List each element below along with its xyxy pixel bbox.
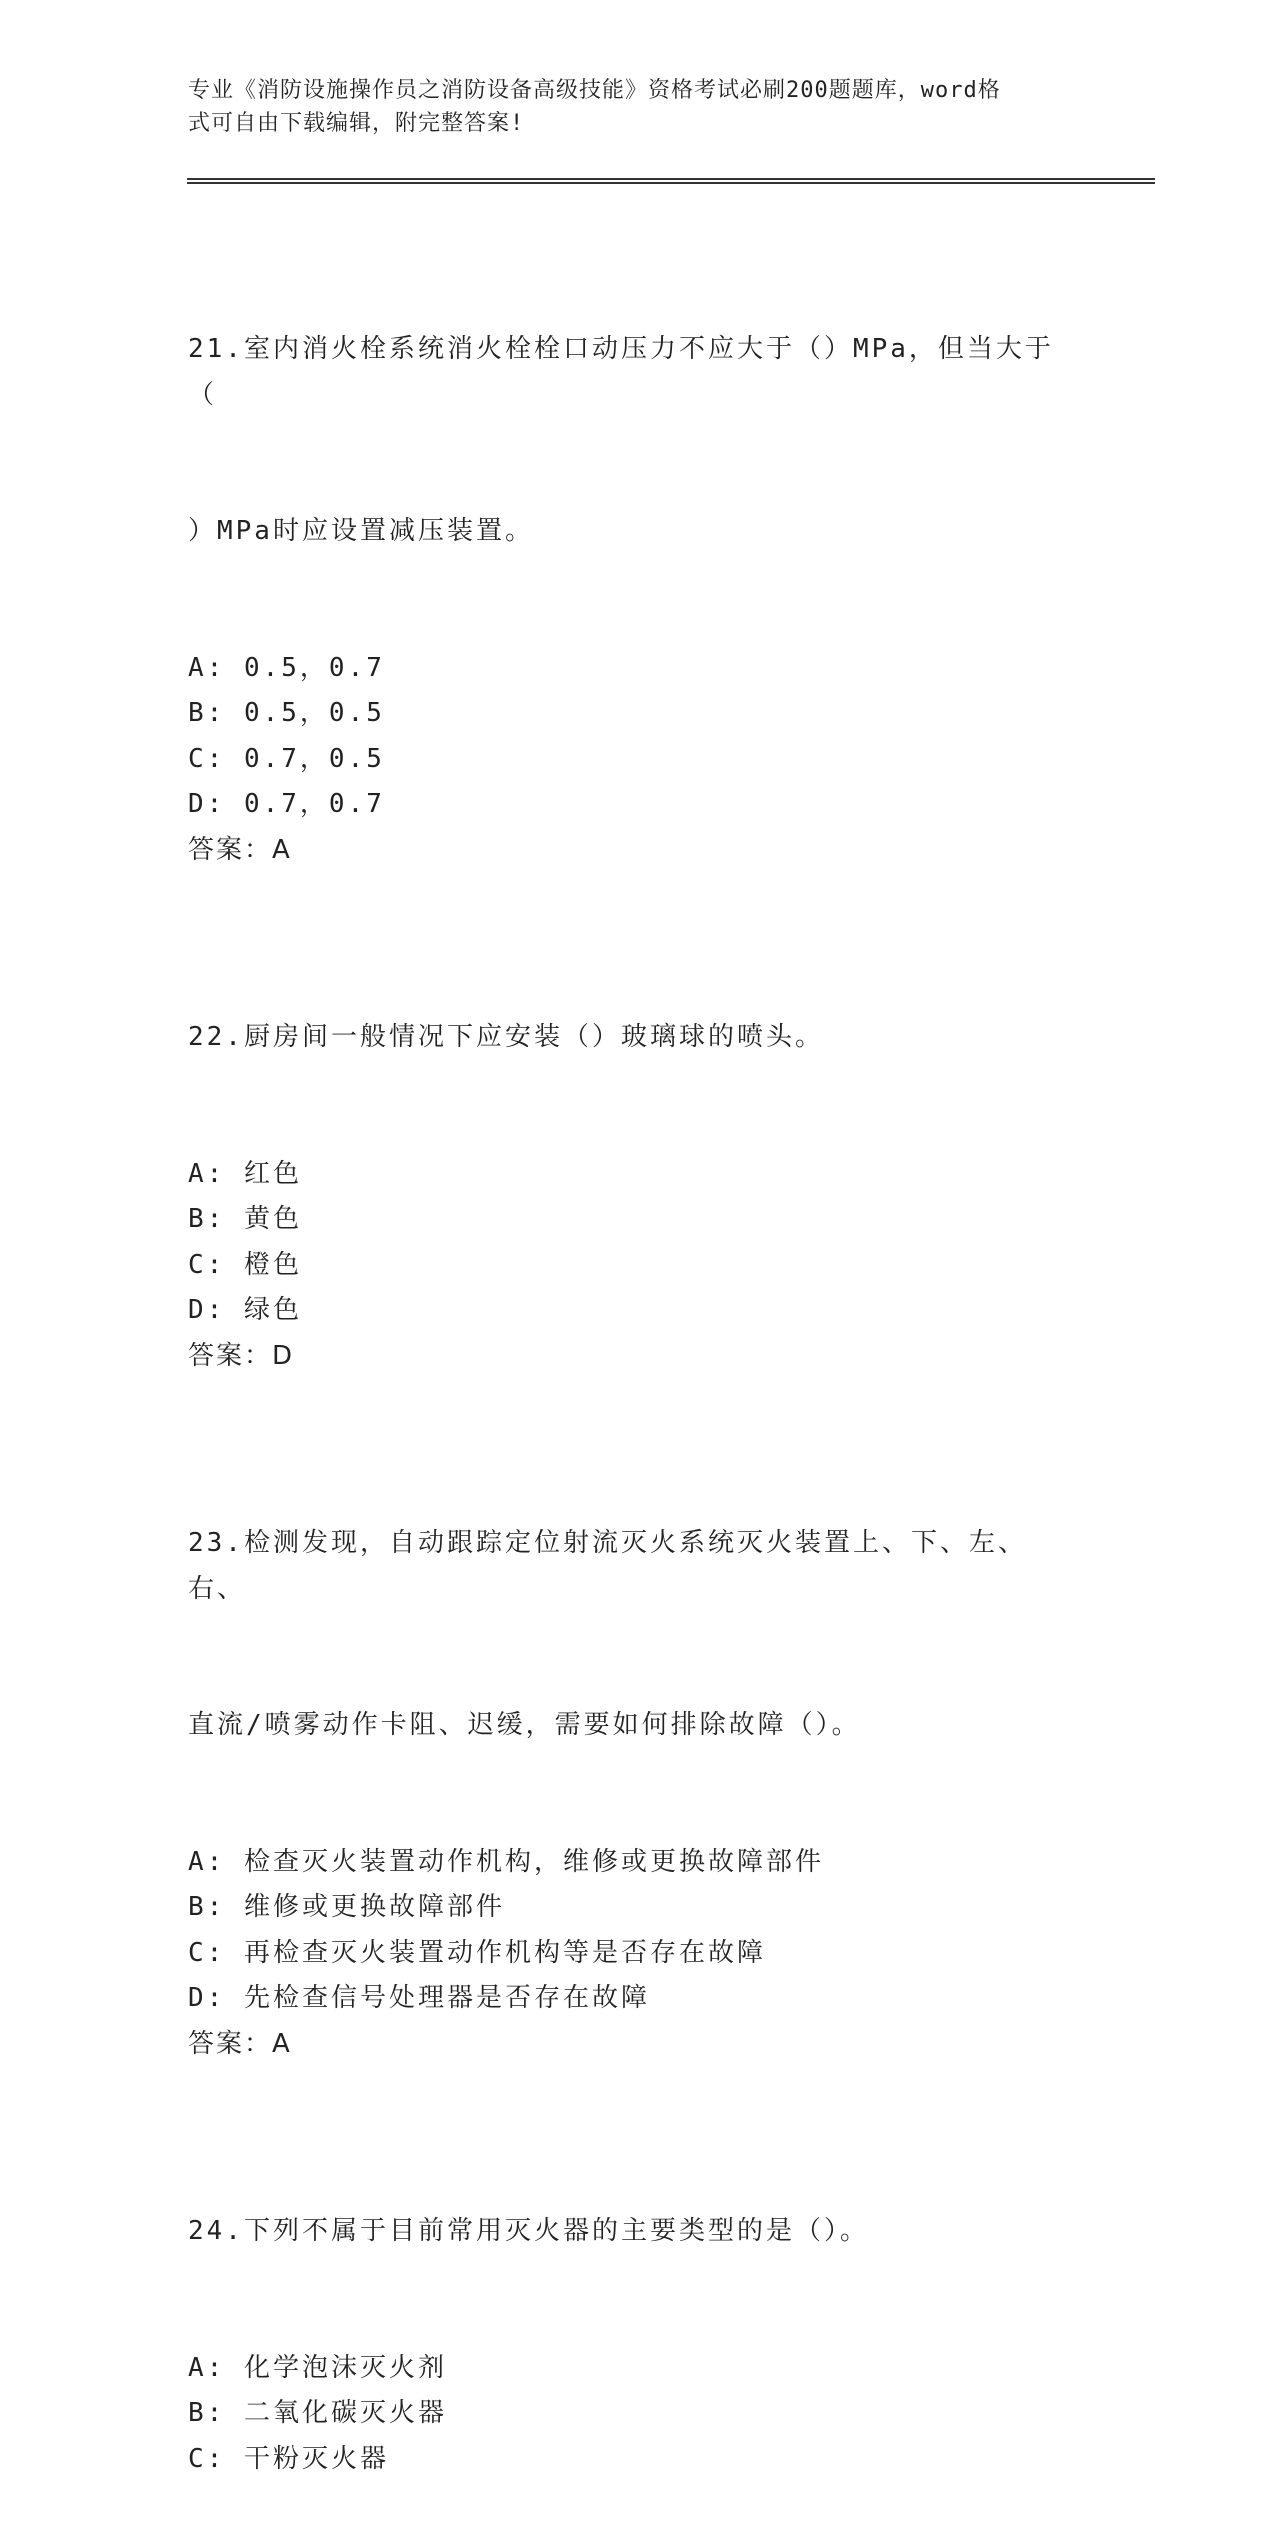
option-a: A: 0.5，0.7 [188, 652, 385, 683]
question-21 [188, 236, 1088, 873]
option-a: A: 化学泡沫灭火剂 [188, 2352, 447, 2383]
option-b: B: 黄色 [188, 1204, 302, 1234]
question-text-line: ）MPa时应设置减压装置。 [188, 516, 534, 546]
header-line-1: 专业《消防设施操作员之消防设备高级技能》资格考试必刷200题题库，word格 [188, 78, 1001, 103]
option-d: D: 0.7，0.7 [188, 789, 385, 819]
question-text-line: 22.厨房间一般情况下应安装（）玻璃球的喷头。 [188, 1022, 824, 1052]
option-c: C: 0.7，0.5 [188, 743, 385, 774]
question-text [188, 2118, 1068, 2346]
question-list [188, 236, 1088, 2533]
question-22 [188, 924, 1088, 1379]
option-a: A: 检查灭火装置动作机构，维修或更换故障部件 [188, 1846, 824, 1877]
option-c: C: 橙色 [188, 1249, 302, 1280]
option-b: B: 0.5，0.5 [188, 698, 385, 728]
question-text-line: 直流/喷雾动作卡阻、迟缓，需要如何排除故障（）。 [188, 1710, 861, 1740]
question-text [188, 236, 1068, 646]
answer-line: 答案：D [188, 1340, 295, 1371]
question-23 [188, 1430, 1088, 2067]
question-text-line: 21.室内消火栓系统消火栓栓口动压力不应大于（）MPa，但当大于（ [188, 334, 1054, 410]
document-header [188, 74, 1088, 140]
header-line-2: 式可自由下载编辑，附完整答案! [188, 111, 525, 136]
option-d: D: 绿色 [188, 1295, 302, 1325]
question-text [188, 1430, 1068, 1840]
option-c: C: 再检查灭火装置动作机构等是否存在故障 [188, 1937, 766, 1968]
question-text-line: 24.下列不属于目前常用灭火器的主要类型的是（）。 [188, 2216, 869, 2246]
question-text-line: 23.检测发现，自动跟踪定位射流灭火系统灭火装置上、下、左、右、 [188, 1528, 1027, 1604]
option-c: C: 干粉灭火器 [188, 2443, 389, 2474]
option-b: B: 维修或更换故障部件 [188, 1892, 505, 1922]
header-divider [187, 178, 1155, 184]
option-d: D: 先检查信号处理器是否存在故障 [188, 1983, 650, 2013]
question-24 [188, 2118, 1088, 2482]
question-text [188, 924, 1068, 1152]
answer-line: 答案：A [188, 834, 292, 865]
answer-line: 答案：A [188, 2028, 292, 2059]
option-b: B: 二氧化碳灭火器 [188, 2398, 447, 2428]
option-a: A: 红色 [188, 1158, 302, 1189]
